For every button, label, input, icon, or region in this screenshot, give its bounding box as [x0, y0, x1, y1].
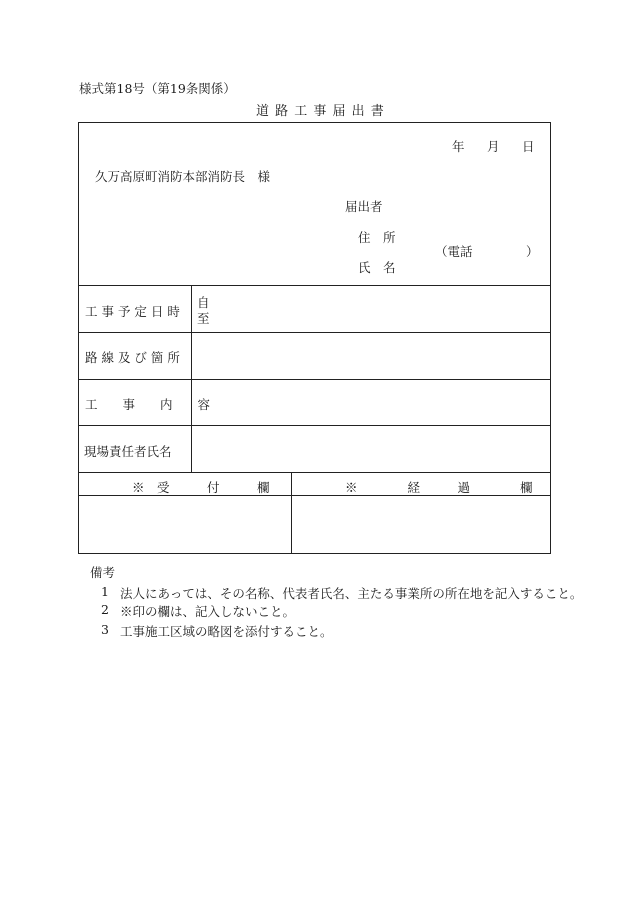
date-field[interactable] — [410, 130, 545, 158]
schedule-from-label: 自 — [197, 295, 210, 310]
divider — [78, 425, 551, 426]
schedule-field[interactable] — [212, 288, 547, 330]
note-text: 法人にあっては、その名称、代表者氏名、主たる事業所の所在地を記入すること。 — [120, 586, 583, 601]
row-label-content: 工 事 内 容 — [85, 397, 211, 412]
notes-heading: 備考 — [90, 565, 116, 580]
date-year-label: 年 — [452, 139, 465, 154]
office-column-divider — [291, 472, 292, 554]
date-month-label: 月 — [487, 139, 500, 154]
label-column-divider — [191, 285, 192, 472]
note-number: 3 — [101, 622, 109, 637]
name-label: 氏 名 — [358, 260, 396, 275]
address-field[interactable] — [400, 222, 545, 242]
schedule-to-label: 至 — [197, 311, 210, 326]
phone-close: ） — [526, 244, 539, 259]
form-number: 様式第18号（第19条関係） — [79, 81, 236, 96]
applicant-label: 届出者 — [345, 199, 383, 214]
name-field[interactable] — [400, 256, 545, 278]
document-title: 道 路 工 事 届 出 書 — [256, 104, 385, 119]
supervisor-field[interactable] — [194, 428, 547, 470]
phone-label: （電話 — [435, 244, 473, 259]
divider — [78, 285, 551, 286]
reception-column-header: ※ 受 付 欄 — [132, 480, 270, 495]
divider — [78, 472, 551, 473]
note-text: ※印の欄は、記入しないこと。 — [120, 604, 296, 619]
row-label-supervisor: 現場責任者氏名 — [84, 444, 172, 459]
progress-column-header: ※ 経 過 欄 — [345, 480, 533, 495]
note-text: 工事施工区域の略図を添付すること。 — [120, 624, 333, 639]
divider — [78, 332, 551, 333]
route-field[interactable] — [194, 335, 547, 377]
address-label: 住 所 — [358, 230, 396, 245]
divider — [78, 379, 551, 380]
content-field[interactable] — [194, 382, 547, 423]
addressee: 久万高原町消防本部消防長 様 — [95, 169, 271, 184]
note-number: 2 — [101, 602, 109, 617]
row-label-route: 路 線 及 び 箇 所 — [85, 350, 180, 365]
row-label-schedule: 工 事 予 定 日 時 — [85, 304, 180, 319]
date-day-label: 日 — [522, 139, 535, 154]
note-number: 1 — [101, 584, 109, 599]
